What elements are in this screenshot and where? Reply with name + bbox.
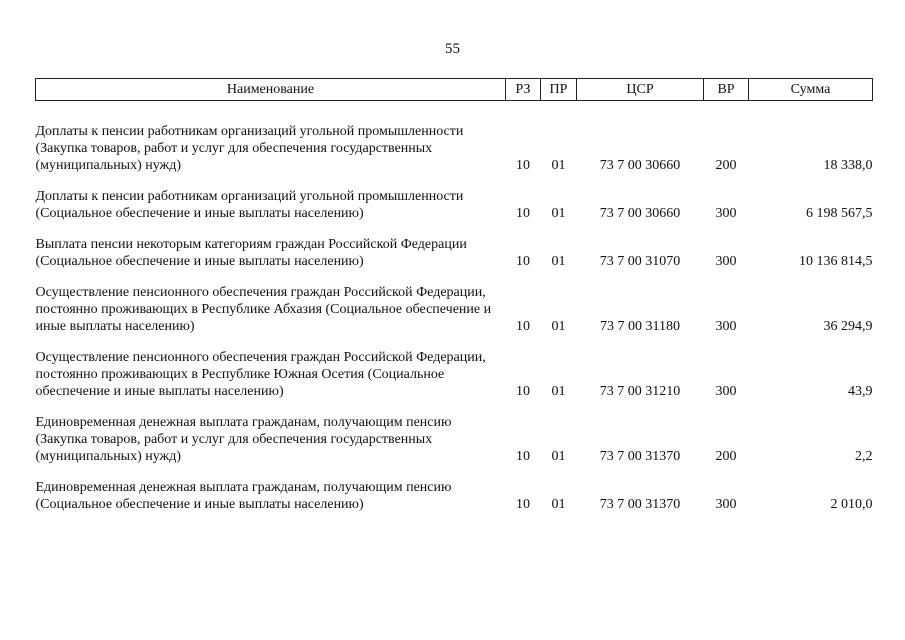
row-csr: 73 7 00 30660 xyxy=(599,206,681,221)
row-name: Единовременная денежная выплата гражданам, получающим пенсию (Закупка товаров, работ и услуг для обеспечения государственных (муниципальных) нужд) xyxy=(35,415,452,464)
header-csr: ЦСР xyxy=(577,79,704,101)
table-body xyxy=(36,101,873,514)
row-vr: 300 xyxy=(715,384,737,399)
row-sum: 10 136 814,5 xyxy=(799,254,873,269)
header-name: Наименование xyxy=(36,79,506,101)
row-pr: 01 xyxy=(551,449,566,464)
row-rz: 10 xyxy=(516,158,530,173)
table-row xyxy=(36,123,873,174)
table-header xyxy=(36,79,873,101)
row-csr: 73 7 00 31370 xyxy=(599,497,681,512)
row-csr: 73 7 00 31070 xyxy=(599,254,681,269)
table-row xyxy=(36,270,873,335)
row-rz: 10 xyxy=(516,254,530,269)
row-vr: 300 xyxy=(715,206,737,221)
row-rz: 10 xyxy=(516,206,530,221)
row-vr: 200 xyxy=(715,449,737,464)
row-pr: 01 xyxy=(551,497,566,512)
row-sum: 18 338,0 xyxy=(823,158,873,173)
row-vr: 300 xyxy=(715,319,737,334)
table-row xyxy=(36,400,873,465)
header-vr: ВР xyxy=(704,79,749,101)
row-vr: 200 xyxy=(715,158,737,173)
row-rz: 10 xyxy=(516,319,530,334)
table-row xyxy=(36,174,873,222)
row-pr: 01 xyxy=(551,319,566,334)
row-sum: 36 294,9 xyxy=(823,319,873,334)
row-rz: 10 xyxy=(516,497,530,512)
row-sum: 43,9 xyxy=(848,384,873,399)
header-sum: Сумма xyxy=(749,79,873,101)
row-vr: 300 xyxy=(715,254,737,269)
row-name: Выплата пенсии некоторым категориям граждан Российской Федерации (Социальное обеспечение и иные выплаты населению) xyxy=(35,237,467,269)
row-name: Доплаты к пенсии работникам организаций угольной промышленности (Социальное обеспечение и иные выплаты населению) xyxy=(35,189,464,221)
row-sum: 2,2 xyxy=(855,449,873,464)
page-number: 55 xyxy=(445,41,460,57)
table-row xyxy=(36,335,873,400)
table-spacer xyxy=(36,101,873,124)
row-csr: 73 7 00 31370 xyxy=(599,449,681,464)
row-csr: 73 7 00 30660 xyxy=(599,158,681,173)
header-pr: ПР xyxy=(541,79,577,101)
row-csr: 73 7 00 31210 xyxy=(599,384,681,399)
row-rz: 10 xyxy=(516,449,530,464)
row-rz: 10 xyxy=(516,384,530,399)
row-pr: 01 xyxy=(551,158,566,173)
row-name: Единовременная денежная выплата гражданам, получающим пенсию (Социальное обеспечение и иные выплаты населению) xyxy=(35,480,452,512)
row-sum: 6 198 567,5 xyxy=(806,206,873,221)
row-pr: 01 xyxy=(551,206,566,221)
table-row xyxy=(36,465,873,513)
table-row xyxy=(36,222,873,270)
row-name: Осуществление пенсионного обеспечения граждан Российской Федерации, постоянно проживающих в Республике Абхазия (Социальное обеспечение и иные выплаты населению) xyxy=(35,285,492,334)
row-pr: 01 xyxy=(551,254,566,269)
row-pr: 01 xyxy=(551,384,566,399)
row-name: Доплаты к пенсии работникам организаций угольной промышленности (Закупка товаров, работ и услуг для обеспечения государственных (муниципальных) нужд) xyxy=(35,124,464,173)
row-csr: 73 7 00 31180 xyxy=(600,319,680,334)
row-sum: 2 010,0 xyxy=(830,497,873,512)
row-vr: 300 xyxy=(715,497,737,512)
row-name: Осуществление пенсионного обеспечения граждан Российской Федерации, постоянно проживающих в Республике Южная Осетия (Социальное обеспечение и иные выплаты населению) xyxy=(35,350,486,399)
budget-table xyxy=(35,78,873,513)
header-rz: РЗ xyxy=(506,79,541,101)
